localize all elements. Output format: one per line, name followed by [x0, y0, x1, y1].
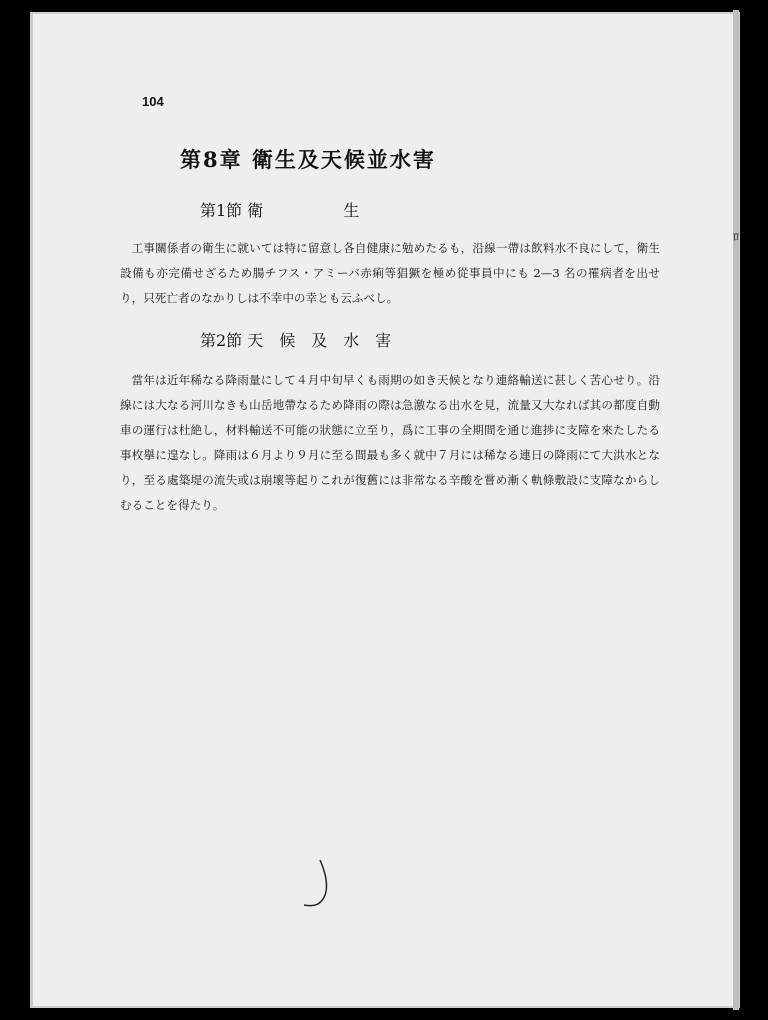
section-2-heading: 第2節 天 候 及 水 害 — [200, 331, 392, 350]
margin-mark: ﾛ — [733, 230, 740, 244]
page-number: 104 — [142, 94, 164, 109]
section-2-paragraph: 當年は近年稀なる降雨量にして４月中旬早くも雨期の如き天候となり連絡輸送に甚しく苦心せり。沿線には大なる河川なきも山岳地帶なるため降雨の際は急激なる出水を見，流量又大なれば其の都度自動車の運行は杜絶し，材料輸送不可能の狀態に立至り，爲に工事の全期間を通じ進捗に支障を來たしたる事枚擧に遑なし。降雨は６月より９月に至る間最も多く就中７月には稀なる連日の降雨にて大洪水となり，至る處築堤の流失或は崩壞等起りこれが復舊には非常なる辛酸を嘗め漸く軌條敷設に支障なからしむることを得たり。 — [120, 373, 660, 512]
ink-stroke — [304, 860, 327, 906]
section-1-paragraph: 工事關係者の衛生に就いては特に留意し各自健康に勉めたるも，沿線一帶は飲料水不良にして，衛生設備も亦完備せざるため腸チフス・アミーバ赤痢等猖獗を極め從事員中にも 2—3 名の罹病者を出せり，只死亡者のなかりしは不幸中の幸とも云ふべし。 — [120, 241, 660, 305]
page-left-edge — [30, 12, 33, 1008]
section-1-heading: 第1節 衛 生 — [200, 201, 360, 220]
page-right-edge — [733, 10, 739, 1010]
chapter-title: 第8章 衛生及天候並水害 — [180, 147, 436, 172]
ink-mark — [300, 858, 340, 918]
